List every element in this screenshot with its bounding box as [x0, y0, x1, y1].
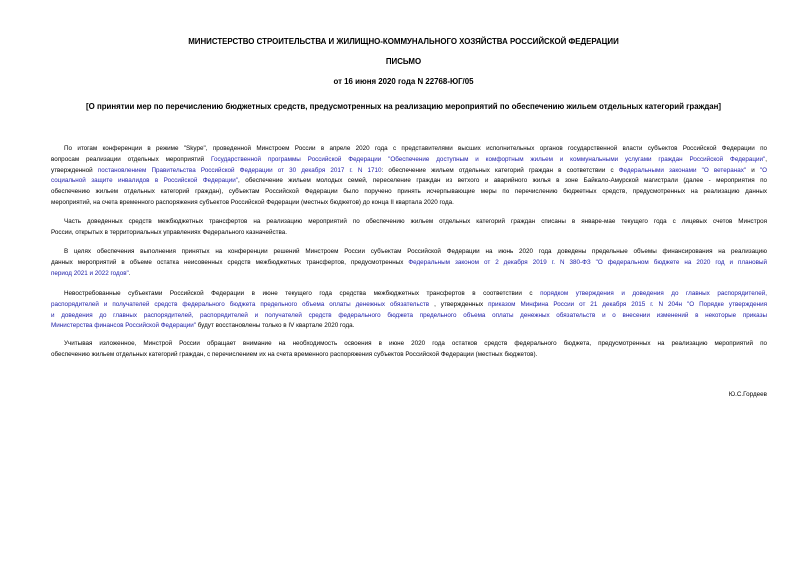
- text-segment: ,: [765, 155, 768, 163]
- text-segment: будут восстановлены только в IV квартале 2020 года.: [195, 322, 355, 330]
- document-link[interactable]: и доведения до главных распорядителей, распорядителей и получателей средств федерального бюджета предельного объема оплаты денежных обязательств и о внесении изменений в некоторые приказы: [51, 311, 767, 319]
- paragraph-line: [51, 339, 767, 350]
- paragraph-line: [51, 269, 767, 280]
- paragraph-line: [51, 321, 767, 332]
- text-segment: вопросам реализации отдельных мероприятий: [51, 155, 212, 163]
- text-segment: обеспечению жильем отдельных категорий граждан), субъектам Российской Федерации было поручено принять исчерпывающие меры по перечислению бюджетных средств, предусмотренных на реализацию данных: [51, 188, 767, 196]
- document-link[interactable]: постановлением Правительства Российской Федерации от 30 декабря 2017 г. N 1710: [97, 166, 382, 174]
- paragraph-3: [51, 247, 767, 279]
- text-segment: данных мероприятий в объеме остатка неисовенных средств межбюджетных трансфертов, предусмотренных: [51, 258, 409, 266]
- paragraph-line: [51, 300, 767, 311]
- text-segment: и: [746, 166, 760, 174]
- paragraph-4: [51, 289, 767, 332]
- paragraph-line: [51, 155, 767, 166]
- paragraph-line: [51, 187, 767, 198]
- text-segment: Часть доведенных средств межбюджетных трансфертов на реализацию мероприятий по обеспечению жильем отдельных категорий граждан списаны в январе-мае текущего года с лицевых счетов Минстроя: [64, 218, 767, 225]
- paragraph-2: [51, 217, 767, 239]
- document-link[interactable]: социальной защите инвалидов в Российской Федерации": [51, 177, 239, 185]
- text-segment: Учитывая изложенное, Минстрой России обращает внимание на необходимость освоения в июне 2020 года остатков средств федерального бюджета, предусмотренных на реализацию мероприятий по: [64, 340, 767, 347]
- document-link[interactable]: Государственной программы Российской Федерации "Обеспечение доступным и комфортным жильем и коммунальными услугами граждан Российской Федерации": [211, 155, 766, 163]
- paragraph-line: [51, 311, 767, 322]
- document-link[interactable]: распорядителей и получателей средств федерального бюджета предельного объема оплаты денежных обязательств: [51, 300, 430, 308]
- text-segment: , обеспечение жильем молодых семей, переселение граждан из ветхого и аварийного жилья в зоне Байкало-Амурской магистрали (далее - мероприятия по: [238, 177, 767, 185]
- signature: Ю.С.Гордеев: [728, 391, 767, 398]
- paragraph-line: [51, 144, 767, 155]
- text-segment: По итогам конференции в режиме "Skype", проведенной Минстроем России в апреле 2020 года с представителями высших исполнительных органов государственной власти субъектов Российской Федерации по: [64, 145, 767, 152]
- text-segment: России, открытых в территориальных управлениях Федерального казначейства.: [51, 228, 288, 236]
- ministry-heading: МИНИСТЕРСТВО СТРОИТЕЛЬСТВА И ЖИЛИЩНО-КОММУНАЛЬНОГО ХОЗЯЙСТВА РОССИЙСКОЙ ФЕДЕРАЦИИ: [188, 37, 619, 46]
- document-link[interactable]: Федеральными законами "О ветеранах": [618, 166, 747, 174]
- paragraph-line: [51, 166, 767, 177]
- text-segment: утвержденной: [51, 166, 98, 174]
- text-segment: В целях обеспечения выполнения принятых на конференции решений Минстроем России субъектам Российской Федерации на июнь 2020 года доведены предельные объемы финансирования на реализацию: [64, 248, 767, 255]
- paragraph-line: [51, 228, 767, 239]
- paragraph-line: [51, 289, 767, 300]
- paragraph-line: [51, 247, 767, 258]
- paragraph-line: [51, 198, 767, 209]
- text-segment: : обеспечение жильем отдельных категорий граждан в соответствии с: [381, 166, 619, 174]
- paragraph-line: [51, 258, 767, 269]
- document-link[interactable]: "О: [759, 166, 767, 174]
- text-segment: Невостребованные субъектами Российской Федерации в июне текущего года средства межбюджетных трансфертов в соответствии с: [64, 290, 541, 297]
- paragraph-line: [51, 350, 767, 361]
- paragraph-line: [51, 176, 767, 187]
- document-link[interactable]: приказом Минфина России от 21 декабря 2015 г. N 204н "О Порядке утверждения: [488, 300, 768, 308]
- text-segment: .: [128, 269, 131, 277]
- text-segment: обеспечению жильем отдельных категорий граждан, с перечислением их на счета временного распоряжения субъектов Российской Федерации (местных бюджетов).: [51, 350, 538, 358]
- document-link[interactable]: период 2021 и 2022 годов": [51, 269, 129, 277]
- text-segment: мероприятий, на счета временного распоряжения субъектов Российской Федерации (местных бюджетов) до конца II квартала 2020 года.: [51, 198, 454, 206]
- paragraph-line: [51, 217, 767, 228]
- document-link[interactable]: порядком утверждения и доведения до главных распорядителей,: [540, 290, 767, 297]
- text-segment: , утвержденных: [429, 300, 489, 308]
- document-subject: [О принятии мер по перечислению бюджетных средств, предусмотренных на реализацию мероприятий по обеспечению жильем отдельных категорий граждан]: [85, 102, 721, 111]
- paragraph-1: [51, 144, 767, 209]
- document-type: ПИСЬМО: [385, 57, 422, 66]
- document-link[interactable]: Министерства финансов Российской Федерации": [51, 322, 196, 330]
- paragraph-5: [51, 339, 767, 361]
- document-link[interactable]: Федеральным законом от 2 декабря 2019 г. N 380-ФЗ "О федеральном бюджете на 2020 год и плановый: [408, 258, 767, 266]
- document-date-number: от 16 июня 2020 года N 22768-ЮГ/05: [333, 77, 474, 86]
